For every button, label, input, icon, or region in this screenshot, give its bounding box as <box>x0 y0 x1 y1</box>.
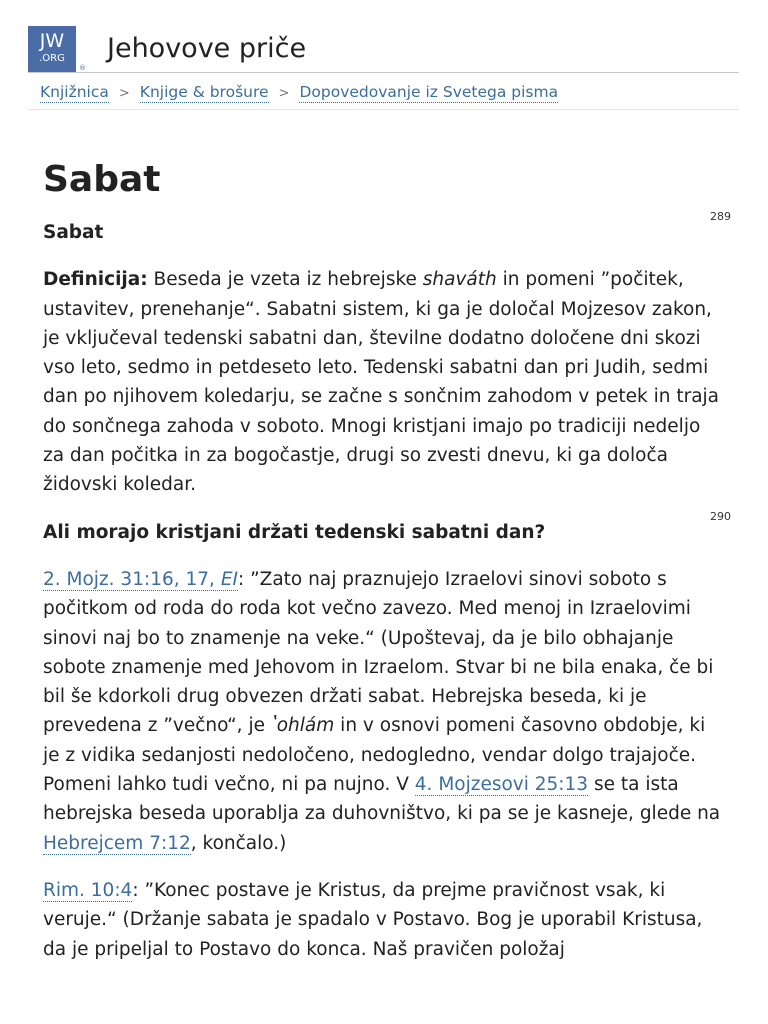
paragraph-text: in v osnovi pomeni časovno obdobje, ki je z vidika sedanjosti nedoločeno, nedogledno, vendar dolgo trajajoče. Pomeni lahko tudi večno, ni pa nujno. V <box>43 715 706 796</box>
scripture-link-hebrews[interactable]: Hebrejcem 7:12 <box>43 832 191 854</box>
site-header <box>0 0 768 74</box>
logo-text-bottom: .ORG <box>39 53 65 64</box>
definition-text: Beseda je vzeta iz hebrejske <box>147 269 423 291</box>
registered-mark: ® <box>79 64 86 72</box>
breadcrumb <box>40 81 558 105</box>
hebrew-term: ʽohlám <box>270 715 335 737</box>
paragraph-number[interactable]: 290 <box>710 509 731 523</box>
paragraph-text: se ta ista hebrejska beseda uporablja za duhovništvo, ki pa se je kasneje, glede na <box>43 774 721 825</box>
breadcrumb-reasoning-book[interactable]: Dopovedovanje iz Svetega pisma <box>299 83 559 101</box>
paragraph-number[interactable]: 289 <box>710 210 731 223</box>
breadcrumb-divider <box>28 109 739 110</box>
scripture-link-numbers[interactable]: 4. Mojzesovi 25:13 <box>414 774 589 796</box>
article-body <box>43 210 731 982</box>
breadcrumb-separator-icon: > <box>118 85 130 101</box>
jw-org-logo[interactable] <box>28 26 76 72</box>
breadcrumb-separator-icon: > <box>278 85 290 101</box>
definition-paragraph <box>43 265 727 499</box>
scripture-paragraph <box>43 876 727 964</box>
heading-text: Ali morajo kristjani držati tedenski sabatni dan? <box>43 521 546 543</box>
page-title: Sabat <box>43 159 161 200</box>
paragraph-heading <box>43 210 731 247</box>
scripture-paragraph <box>43 565 727 858</box>
paragraph-text: : ”Konec postave je Kristus, da prejme pravičnost vsak, ki veruje.“ (Držanje sabata je spadalo v Postavo. Bog je uporabil Kristusa, da je pripeljal to Postavo do konca. Naš pravičen položaj <box>43 879 703 960</box>
site-title[interactable]: Jehovove priče <box>107 33 307 64</box>
scripture-link-exodus[interactable]: 2. Mojz. 31:16, 17, EI <box>43 568 238 590</box>
paragraph-heading <box>43 509 731 547</box>
breadcrumb-books-brochures[interactable]: Knjige & brošure <box>139 83 269 101</box>
hebrew-term: shaváth <box>422 269 497 291</box>
paragraph-text: : ”Zato naj praznujejo Izraelovi sinovi soboto s počitkom od roda do roda kot večno zavezo. Med menoj in Izraelovimi sinovi naj bo to znamenje na veke.“ (Upoštevaj, da je bilo obhajanje sobote znamenje med Jehovom in Izraelom. Stvar bi ne bila enaka, če bi bil še kdorkoli drug obvezen držati sabat. Hebrejska beseda, ki je prevedena z ”večno“, je <box>43 568 714 737</box>
scripture-link-romans[interactable]: Rim. 10:4 <box>43 879 133 901</box>
breadcrumb-library[interactable]: Knjižnica <box>40 83 109 101</box>
paragraph-text: , končalo.) <box>190 832 287 854</box>
header-divider <box>28 72 739 73</box>
definition-text: in pomeni ”počitek, ustavitev, prenehanje“. Sabatni sistem, ki ga je določal Mojzesov zakon, je vključeval tedenski sabatni dan, številne dodatno določene dni skozi vso leto, sedmo in petdeseto leto. Tedenski sabatni dan pri Judih, sedmi dan po njihovem koledarju, se začne s sončnim zahodom v petek in traja do sončnega zahoda v soboto. Mnogi kristjani imajo po tradiciji nedeljo za dan počitka in za bogočastje, drugi so zvesti dnevu, ki ga določa židovski koledar. <box>43 269 720 496</box>
definition-label: Definicija: <box>43 269 148 291</box>
heading-text: Sabat <box>43 222 104 243</box>
logo-text-top: JW <box>39 30 65 52</box>
